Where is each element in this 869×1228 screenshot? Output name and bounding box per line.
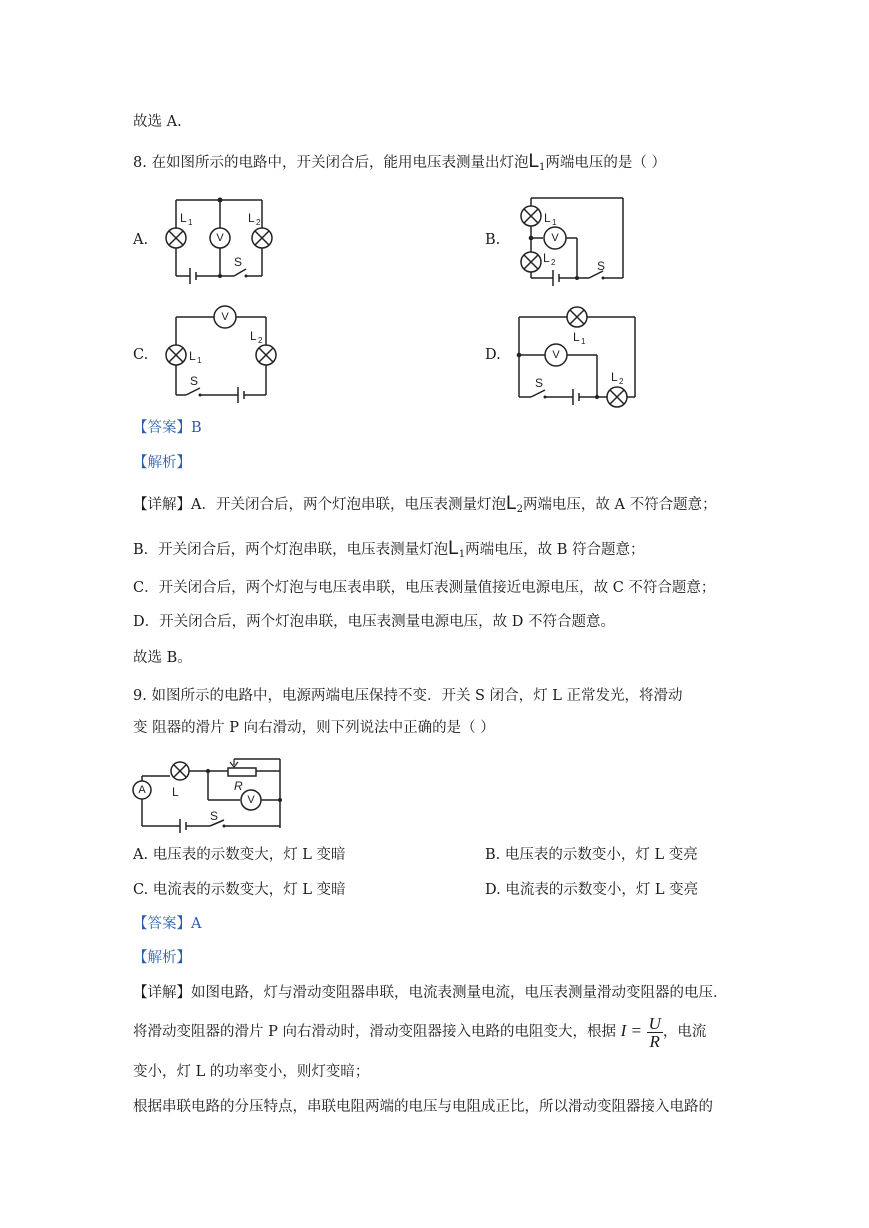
q9-answer: 【答案】A xyxy=(133,916,202,932)
switch-label: S xyxy=(190,374,199,388)
q8-detail-a-pre: 【详解】A．开关闭合后，两个灯泡串联，电压表测量灯泡 xyxy=(133,497,506,513)
l1-label: L xyxy=(189,349,196,363)
formula-denominator: R xyxy=(649,1031,660,1051)
q9-option-c: C. 电流表的示数变大，灯 L 变暗 xyxy=(133,882,346,898)
q8-circuit-c xyxy=(160,305,280,415)
formula-fraction xyxy=(647,1015,663,1050)
q8-detail-b-symbol: L xyxy=(448,538,459,559)
q8-option-b-label: B. xyxy=(485,232,501,248)
q8-detail-a-symbol: L xyxy=(505,493,517,514)
formula-numerator: U xyxy=(648,1013,661,1033)
q8-circuit-d xyxy=(515,305,640,410)
rheostat-icon xyxy=(228,768,256,776)
ammeter-label: A xyxy=(138,784,146,796)
q8-analysis-heading: 【解析】 xyxy=(133,455,191,471)
q9-detail-2 xyxy=(133,1012,706,1051)
q8-stem-subscript: 1 xyxy=(539,162,546,173)
q8-detail-b-subscript: 1 xyxy=(458,549,466,560)
q8-detail-a-post: 两端电压，故 A 不符合题意； xyxy=(522,497,717,513)
q8-detail-b-pre: B．开关闭合后，两个灯泡串联，电压表测量灯泡 xyxy=(133,542,449,558)
switch-label: S xyxy=(210,809,219,823)
q9-detail-2-post: ，电流 xyxy=(662,1024,707,1040)
q8-circuit-b xyxy=(515,192,635,292)
q8-stem xyxy=(133,152,666,178)
previous-conclusion: 故选 A. xyxy=(133,114,182,130)
formula-lhs: I = xyxy=(620,1021,642,1040)
l2-sub: 2 xyxy=(258,336,263,345)
switch-label: S xyxy=(597,259,606,273)
q9-detail-1: 【详解】如图电路，灯与滑动变阻器串联，电流表测量电流，电压表测量滑动变阻器的电压． xyxy=(133,985,728,1001)
q8-detail-d: D．开关闭合后，两个灯泡串联，电压表测量电源电压，故 D 不符合题意。 xyxy=(133,614,615,630)
q9-circuit xyxy=(130,756,290,836)
voltmeter-label: V xyxy=(216,232,224,244)
l2-label: L xyxy=(248,211,255,225)
l2-label: L xyxy=(250,329,257,343)
l1-sub: 1 xyxy=(197,356,202,365)
q8-detail-c: C．开关闭合后，两个灯泡与电压表串联，电压表测量值接近电源电压，故 C 不符合题意； xyxy=(133,580,716,596)
q8-option-a-label: A. xyxy=(133,232,149,248)
l2-sub: 2 xyxy=(551,258,556,267)
l2-label: L xyxy=(611,370,618,384)
lamp-label: L xyxy=(172,785,179,799)
q9-detail-4: 根据串联电路的分压特点，串联电阻两端的电压与电阻成正比，所以滑动变阻器接入电路的 xyxy=(133,1099,713,1115)
q8-option-d-label: D. xyxy=(485,347,501,363)
q9-analysis-heading: 【解析】 xyxy=(133,950,191,966)
q8-stem-post: 两端电压的是（ ） xyxy=(545,155,667,171)
switch-icon xyxy=(531,390,545,397)
q8-circuit-a xyxy=(160,192,280,292)
l2-sub: 2 xyxy=(619,377,624,386)
voltmeter-label: V xyxy=(247,794,255,806)
l1-label: L xyxy=(544,211,551,225)
l2-sub: 2 xyxy=(256,218,261,227)
q8-stem-pre: 8. 在如图所示的电路中，开关闭合后，能用电压表测量出灯泡 xyxy=(133,155,529,171)
switch-icon xyxy=(234,269,246,276)
switch-label: S xyxy=(535,376,544,390)
q8-stem-symbol: L xyxy=(528,151,540,172)
l1-label: L xyxy=(180,211,187,225)
q8-option-c-label: C. xyxy=(133,347,149,363)
q9-detail-3: 变小，灯 L 的功率变小，则灯变暗； xyxy=(133,1064,370,1080)
q8-detail-a xyxy=(133,494,717,520)
q8-answer: 【答案】B xyxy=(133,420,202,436)
q8-detail-a-subscript: 2 xyxy=(516,504,523,515)
voltmeter-label: V xyxy=(552,349,560,361)
q9-stem-line2: 变 阻器的滑片 P 向右滑动，则下列说法中正确的是（ ） xyxy=(133,720,495,736)
q8-detail-b-post: 两端电压，故 B 符合题意； xyxy=(465,542,645,558)
q8-detail-b xyxy=(133,539,644,565)
l1-label: L xyxy=(573,330,580,344)
q9-option-b: B. 电压表的示数变小，灯 L 变亮 xyxy=(485,847,698,863)
q9-option-a: A. 电压表的示数变大，灯 L 变暗 xyxy=(133,847,346,863)
l1-sub: 1 xyxy=(552,218,557,227)
rheostat-label: R xyxy=(234,779,243,793)
q9-stem-line1: 9. 如图所示的电路中，电源两端电压保持不变．开关 S 闭合，灯 L 正常发光，将滑动 xyxy=(133,688,683,704)
q9-detail-2-pre: 将滑动变阻器的滑片 P 向右滑动时，滑动变阻器接入电路的电阻变大，根据 xyxy=(133,1024,616,1040)
switch-icon xyxy=(186,388,200,395)
switch-label: S xyxy=(234,255,243,269)
l2-label: L xyxy=(543,251,550,265)
l1-sub: 1 xyxy=(581,337,586,346)
q8-conclusion: 故选 B。 xyxy=(133,650,192,666)
q9-option-d: D. 电流表的示数变小，灯 L 变亮 xyxy=(485,882,699,898)
voltmeter-label: V xyxy=(551,232,559,244)
voltmeter-label: V xyxy=(221,311,229,323)
l1-sub: 1 xyxy=(188,218,193,227)
